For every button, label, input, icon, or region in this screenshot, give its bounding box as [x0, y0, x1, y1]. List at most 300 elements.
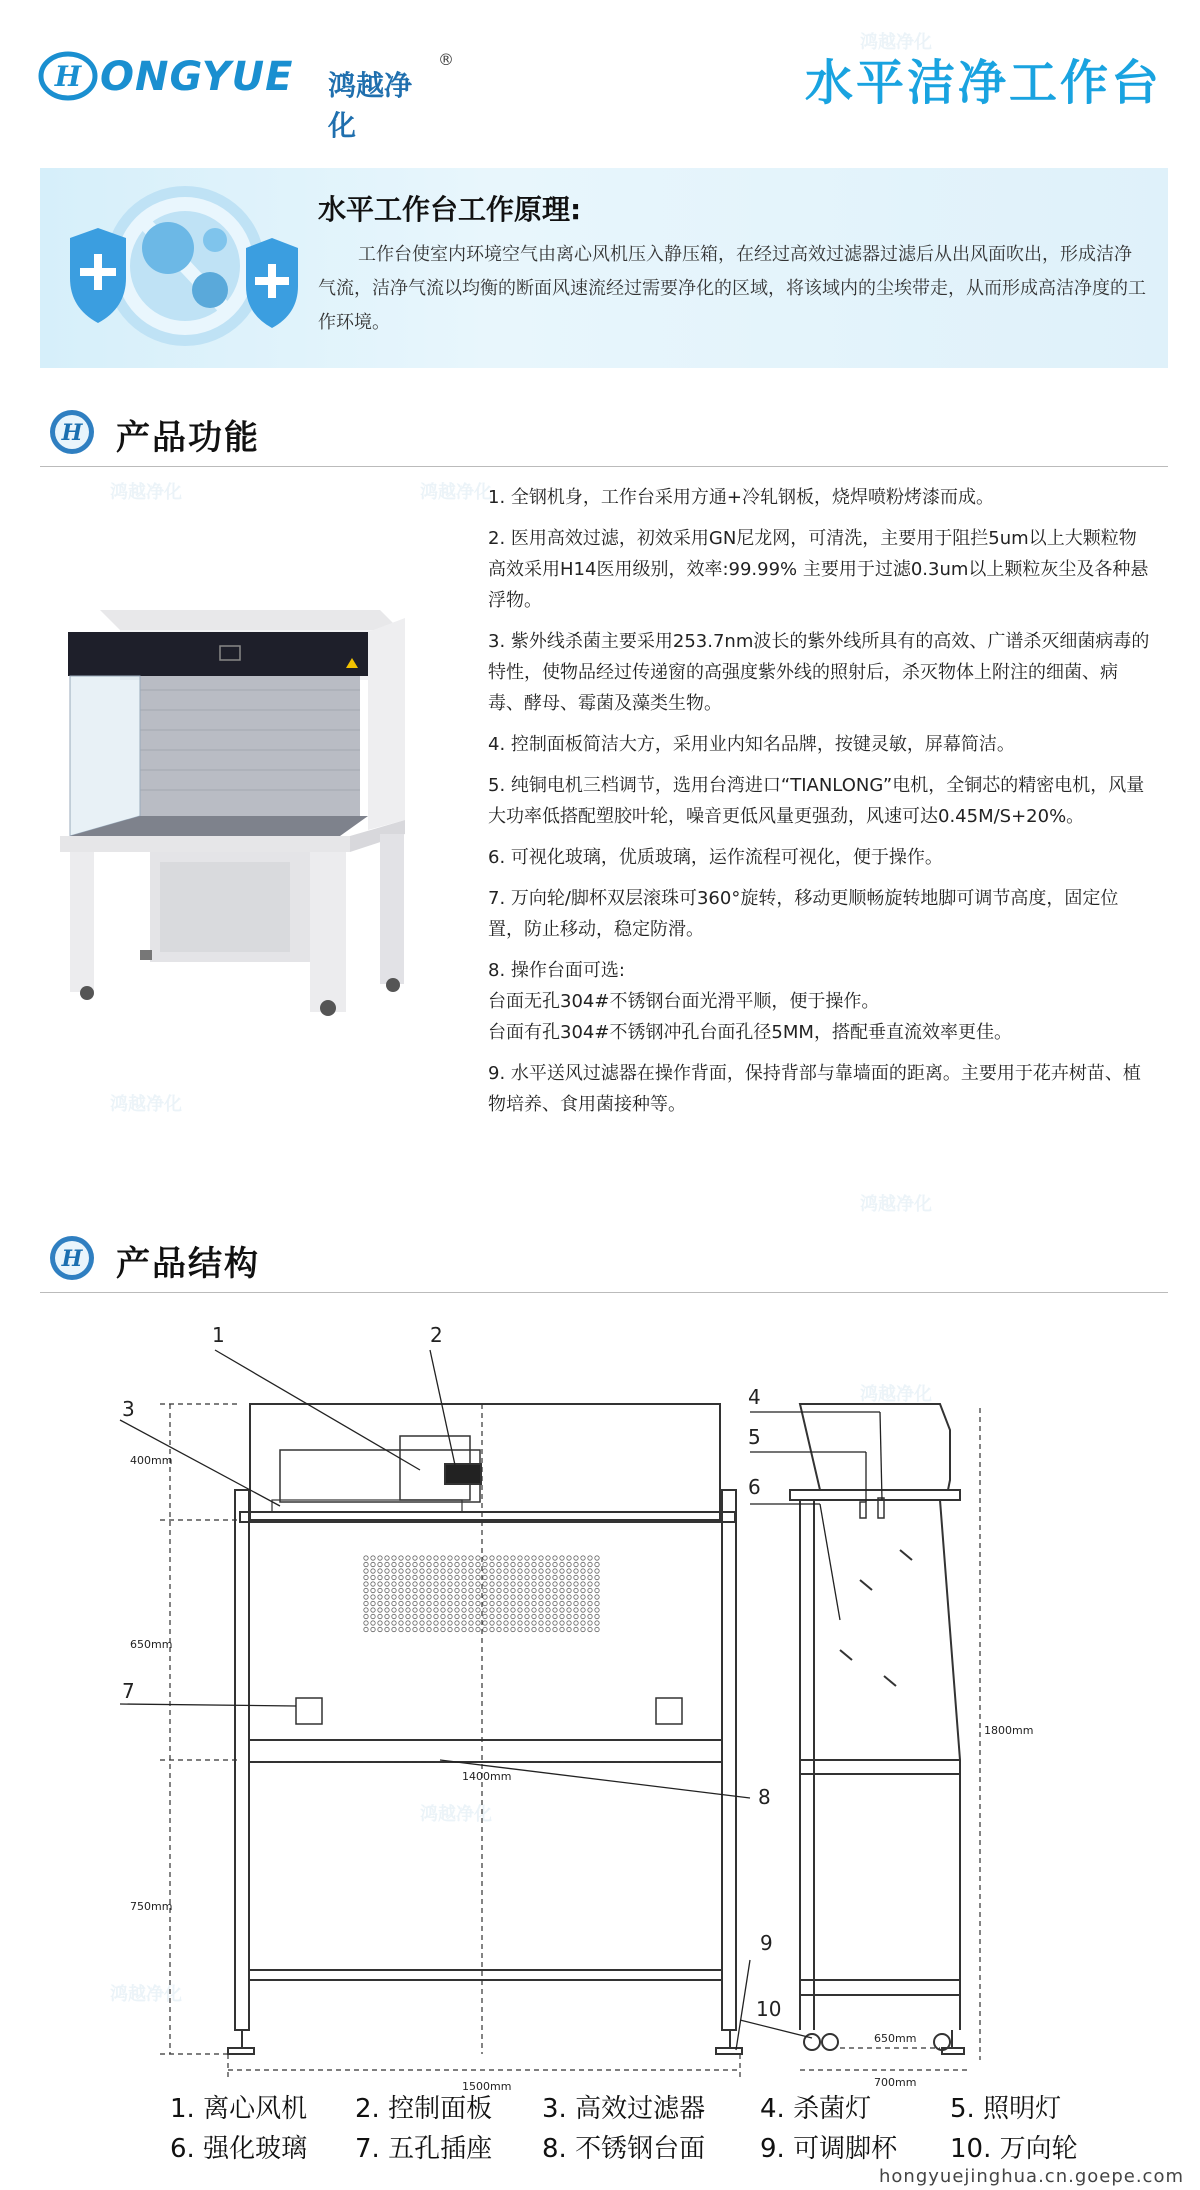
perforation-hole: [581, 1627, 585, 1631]
perforation-hole: [392, 1627, 396, 1631]
perforation-hole: [413, 1608, 417, 1612]
perforation-hole: [532, 1608, 536, 1612]
perforation-hole: [483, 1588, 487, 1592]
perforation-hole: [427, 1575, 431, 1579]
perforation-hole: [469, 1588, 473, 1592]
perforation-hole: [364, 1627, 368, 1631]
perforation-hole: [581, 1608, 585, 1612]
perforation-hole: [392, 1595, 396, 1599]
perforation-hole: [588, 1621, 592, 1625]
legend-item: 8. 不锈钢台面: [542, 2134, 706, 2164]
perforation-hole: [427, 1608, 431, 1612]
perforation-hole: [427, 1582, 431, 1586]
perforation-hole: [364, 1562, 368, 1566]
perforation-hole: [490, 1575, 494, 1579]
dim-1400: 1400mm: [462, 1770, 512, 1783]
perforation-hole: [490, 1621, 494, 1625]
perforation-hole: [567, 1621, 571, 1625]
perforation-hole: [567, 1588, 571, 1592]
perforation-hole: [490, 1582, 494, 1586]
perforation-hole: [560, 1601, 564, 1605]
perforation-hole: [476, 1627, 480, 1631]
perforation-hole: [378, 1575, 382, 1579]
perforation-hole: [497, 1582, 501, 1586]
perforation-hole: [539, 1621, 543, 1625]
features-section-header: [40, 396, 1168, 467]
callout-2: 2: [430, 1323, 443, 1347]
perforation-hole: [427, 1569, 431, 1573]
logo-wordmark: ONGYUE: [100, 54, 294, 100]
perforation-hole: [462, 1627, 466, 1631]
perforation-hole: [462, 1588, 466, 1592]
perforation-hole: [588, 1588, 592, 1592]
perforation-hole: [469, 1621, 473, 1625]
callout-4: 4: [748, 1385, 761, 1409]
perforation-hole: [364, 1608, 368, 1612]
perforation-hole: [455, 1595, 459, 1599]
perforation-hole: [476, 1556, 480, 1560]
perforation-hole: [497, 1562, 501, 1566]
perforation-hole: [511, 1569, 515, 1573]
perforation-hole: [378, 1608, 382, 1612]
perforation-hole: [518, 1569, 522, 1573]
perforation-hole: [434, 1582, 438, 1586]
perforation-hole: [462, 1569, 466, 1573]
dim-400: 400mm: [130, 1454, 173, 1467]
perforation-hole: [378, 1569, 382, 1573]
perforation-hole: [462, 1608, 466, 1612]
feature-item: 3. 紫外线杀菌主要采用253.7nm波长的紫外线所具有的高效、广谱杀灭细菌病毒的特性，使物品经过传递窗的高强度紫外线的照射后，杀灭物体上附注的细菌、病毒、酵母、霉菌及藻类生物。: [488, 631, 1150, 714]
perforation-hole: [511, 1627, 515, 1631]
dim-650-depth: 650mm: [874, 2032, 917, 2045]
perforation-hole: [434, 1627, 438, 1631]
perforation-hole: [490, 1556, 494, 1560]
watermark: 鸿越净化: [420, 1804, 492, 1825]
perforation-hole: [434, 1621, 438, 1625]
perforation-hole: [448, 1614, 452, 1618]
perforation-hole: [497, 1575, 501, 1579]
perforation-hole: [497, 1608, 501, 1612]
perforation-hole: [595, 1601, 599, 1605]
perforation-hole: [413, 1621, 417, 1625]
perforation-hole: [406, 1582, 410, 1586]
perforation-hole: [420, 1588, 424, 1592]
perforation-hole: [392, 1569, 396, 1573]
perforation-hole: [406, 1569, 410, 1573]
perforation-hole: [490, 1588, 494, 1592]
perforation-hole: [469, 1556, 473, 1560]
perforation-hole: [413, 1601, 417, 1605]
perforation-hole: [413, 1588, 417, 1592]
perforation-hole: [420, 1595, 424, 1599]
perforation-hole: [560, 1569, 564, 1573]
legend-item: 1. 离心风机: [170, 2094, 308, 2124]
perforation-hole: [511, 1621, 515, 1625]
perforation-hole: [448, 1575, 452, 1579]
perforation-hole: [483, 1575, 487, 1579]
perforation-hole: [469, 1608, 473, 1612]
perforation-hole: [539, 1562, 543, 1566]
perforation-hole: [378, 1582, 382, 1586]
perforation-hole: [518, 1601, 522, 1605]
perforation-hole: [378, 1601, 382, 1605]
perforation-hole: [371, 1588, 375, 1592]
perforation-hole: [455, 1627, 459, 1631]
perforation-hole: [371, 1582, 375, 1586]
perforation-hole: [427, 1562, 431, 1566]
perforation-hole: [525, 1627, 529, 1631]
perforation-hole: [532, 1595, 536, 1599]
perforation-hole: [574, 1621, 578, 1625]
perforation-hole: [511, 1556, 515, 1560]
perforation-hole: [567, 1601, 571, 1605]
perforation-hole: [385, 1595, 389, 1599]
perforation-hole: [546, 1575, 550, 1579]
perforation-hole: [364, 1582, 368, 1586]
perforation-hole: [371, 1614, 375, 1618]
perforation-hole: [595, 1569, 599, 1573]
perforation-hole: [560, 1588, 564, 1592]
workbench-product-image: [60, 590, 460, 1030]
legend-item: 7. 五孔插座: [355, 2134, 493, 2164]
perforation-hole: [399, 1556, 403, 1560]
perforation-hole: [469, 1627, 473, 1631]
features-list: [488, 482, 1153, 1130]
perforation-hole: [504, 1569, 508, 1573]
perforation-hole: [378, 1627, 382, 1631]
perforation-hole: [399, 1595, 403, 1599]
perforation-hole: [525, 1608, 529, 1612]
perforation-hole: [588, 1569, 592, 1573]
perforation-hole: [532, 1614, 536, 1618]
perforation-hole: [553, 1614, 557, 1618]
perforation-hole: [476, 1569, 480, 1573]
perforation-hole: [504, 1608, 508, 1612]
feature-item: 4. 控制面板简洁大方，采用业内知名品牌，按键灵敏，屏幕简洁。: [488, 734, 1015, 755]
perforation-hole: [539, 1588, 543, 1592]
perforation-hole: [581, 1588, 585, 1592]
perforation-hole: [546, 1621, 550, 1625]
perforation-hole: [427, 1614, 431, 1618]
perforation-hole: [525, 1569, 529, 1573]
perforation-hole: [581, 1595, 585, 1599]
perforation-hole: [553, 1595, 557, 1599]
perforation-hole: [518, 1614, 522, 1618]
perforation-hole: [413, 1556, 417, 1560]
perforation-hole: [553, 1569, 557, 1573]
perforation-hole: [413, 1562, 417, 1566]
perforation-hole: [560, 1556, 564, 1560]
perforation-hole: [385, 1556, 389, 1560]
perforation-hole: [385, 1582, 389, 1586]
perforation-hole: [581, 1621, 585, 1625]
perforation-hole: [560, 1608, 564, 1612]
perforation-hole: [525, 1556, 529, 1560]
perforation-hole: [406, 1595, 410, 1599]
perforation-hole: [567, 1627, 571, 1631]
perforation-hole: [595, 1595, 599, 1599]
perforation-hole: [427, 1556, 431, 1560]
perforation-hole: [497, 1569, 501, 1573]
perforation-hole: [525, 1562, 529, 1566]
perforation-hole: [476, 1601, 480, 1605]
perforation-hole: [553, 1588, 557, 1592]
perforation-hole: [448, 1595, 452, 1599]
perforation-hole: [448, 1556, 452, 1560]
perforation-hole: [392, 1614, 396, 1618]
perforation-hole: [553, 1601, 557, 1605]
perforation-hole: [560, 1627, 564, 1631]
perforation-hole: [581, 1601, 585, 1605]
perforation-hole: [406, 1575, 410, 1579]
perforation-hole: [483, 1569, 487, 1573]
perforation-hole: [427, 1588, 431, 1592]
perforation-hole: [525, 1575, 529, 1579]
perforation-hole: [385, 1575, 389, 1579]
perforation-hole: [476, 1614, 480, 1618]
perforation-hole: [490, 1614, 494, 1618]
perforation-hole: [392, 1621, 396, 1625]
perforation-hole: [497, 1627, 501, 1631]
perforation-hole: [532, 1588, 536, 1592]
perforation-hole: [399, 1621, 403, 1625]
perforation-hole: [546, 1614, 550, 1618]
perforation-hole: [560, 1562, 564, 1566]
callout-9: 9: [760, 1931, 773, 1955]
svg-text:H: H: [61, 1246, 83, 1272]
perforation-hole: [455, 1601, 459, 1605]
perforation-hole: [532, 1569, 536, 1573]
perforation-hole: [553, 1562, 557, 1566]
perforation-hole: [574, 1614, 578, 1618]
feature-item: 7. 万向轮/脚杯双层滚珠可360°旋转，移动更顺畅旋转地脚可调节高度，固定位置，防止移动，稳定防滑。: [488, 888, 1119, 940]
perforation-hole: [574, 1595, 578, 1599]
perforation-hole: [441, 1575, 445, 1579]
perforation-hole: [588, 1627, 592, 1631]
perforation-hole: [511, 1588, 515, 1592]
perforation-hole: [469, 1601, 473, 1605]
feature-item: 6. 可视化玻璃，优质玻璃，运作流程可视化，便于操作。: [488, 847, 943, 868]
perforation-hole: [581, 1556, 585, 1560]
perforation-hole: [546, 1562, 550, 1566]
brand-logo[interactable]: [38, 46, 454, 142]
perforation-hole: [588, 1614, 592, 1618]
footer-url[interactable]: hongyuejinghua.cn.goepe.com: [875, 2166, 1188, 2187]
perforation-hole: [504, 1556, 508, 1560]
perforation-hole: [553, 1556, 557, 1560]
perforation-hole: [413, 1569, 417, 1573]
perforation-hole: [546, 1569, 550, 1573]
legend-item: 5. 照明灯: [950, 2094, 1062, 2124]
perforation-hole: [588, 1595, 592, 1599]
perforation-hole: [434, 1569, 438, 1573]
perforation-hole: [378, 1588, 382, 1592]
perforation-hole: [462, 1582, 466, 1586]
perforation-hole: [420, 1556, 424, 1560]
perforation-hole: [441, 1582, 445, 1586]
legend-item: 9. 可调脚杯: [760, 2134, 898, 2164]
perforation-hole: [476, 1595, 480, 1599]
perforation-hole: [539, 1575, 543, 1579]
perforation-hole: [462, 1562, 466, 1566]
perforation-hole: [455, 1575, 459, 1579]
perforation-hole: [469, 1614, 473, 1618]
perforation-hole: [595, 1627, 599, 1631]
perforation-hole: [399, 1569, 403, 1573]
perforation-hole: [441, 1562, 445, 1566]
perforation-hole: [371, 1569, 375, 1573]
perforation-hole: [364, 1595, 368, 1599]
perforation-hole: [581, 1575, 585, 1579]
perforation-hole: [462, 1621, 466, 1625]
perforation-hole: [539, 1608, 543, 1612]
perforation-hole: [399, 1575, 403, 1579]
dim-1800: 1800mm: [984, 1724, 1034, 1737]
perforation-hole: [406, 1601, 410, 1605]
perforation-hole: [497, 1614, 501, 1618]
perforation-hole: [532, 1575, 536, 1579]
feature-item: 1. 全钢机身，工作台采用方通+冷轧钢板，烧焊喷粉烤漆而成。: [488, 487, 994, 508]
perforation-hole: [525, 1582, 529, 1586]
perforation-hole: [546, 1595, 550, 1599]
perforation-hole: [574, 1627, 578, 1631]
perforation-hole: [490, 1608, 494, 1612]
perforation-hole: [574, 1588, 578, 1592]
perforation-hole: [476, 1582, 480, 1586]
perforation-hole: [483, 1608, 487, 1612]
perforation-hole: [420, 1569, 424, 1573]
perforation-hole: [490, 1562, 494, 1566]
perforation-hole: [518, 1556, 522, 1560]
perforation-hole: [560, 1595, 564, 1599]
watermark: 鸿越净化: [110, 1984, 182, 2005]
brand-badge-icon: [48, 408, 96, 456]
perforation-hole: [434, 1595, 438, 1599]
perforation-hole: [455, 1621, 459, 1625]
legend-item: 4. 杀菌灯: [760, 2094, 872, 2124]
feature-item: 9. 水平送风过滤器在操作背面，保持背部与靠墙面的距离。主要用于花卉树苗、植物培养、食用菌接种等。: [488, 1063, 1141, 1115]
perforation-hole: [595, 1621, 599, 1625]
perforation-hole: [546, 1601, 550, 1605]
principle-banner: [40, 168, 1168, 368]
perforation-hole: [364, 1556, 368, 1560]
dim-750: 750mm: [130, 1900, 173, 1913]
perforation-hole: [532, 1582, 536, 1586]
perforation-hole: [399, 1608, 403, 1612]
perforation-hole: [546, 1627, 550, 1631]
features-heading: 产品功能: [116, 418, 260, 458]
principle-title: 水平工作台工作原理:: [318, 193, 582, 226]
perforation-hole: [385, 1627, 389, 1631]
legend-item: 6. 强化玻璃: [170, 2134, 308, 2164]
dim-700-depth: 700mm: [874, 2076, 917, 2089]
perforation-hole: [490, 1601, 494, 1605]
perforation-hole: [420, 1575, 424, 1579]
perforation-hole: [476, 1562, 480, 1566]
structure-section-header: [40, 1222, 1168, 1293]
perforation-hole: [567, 1562, 571, 1566]
perforation-hole: [567, 1595, 571, 1599]
perforation-hole: [525, 1614, 529, 1618]
perforation-hole: [567, 1582, 571, 1586]
callout-3: 3: [122, 1397, 135, 1421]
perforation-hole: [434, 1608, 438, 1612]
perforation-hole: [448, 1569, 452, 1573]
perforation-hole: [490, 1627, 494, 1631]
callout-5: 5: [748, 1425, 761, 1449]
perforation-hole: [392, 1608, 396, 1612]
perforation-hole: [399, 1582, 403, 1586]
perforation-hole: [490, 1569, 494, 1573]
perforation-hole: [441, 1608, 445, 1612]
perforation-hole: [581, 1582, 585, 1586]
callout-10: 10: [756, 1997, 782, 2021]
perforation-hole: [574, 1569, 578, 1573]
perforation-hole: [378, 1556, 382, 1560]
perforation-hole: [504, 1601, 508, 1605]
perforation-hole: [364, 1575, 368, 1579]
perforation-hole: [420, 1608, 424, 1612]
perforation-hole: [553, 1582, 557, 1586]
perforation-hole: [504, 1588, 508, 1592]
perforation-hole: [371, 1556, 375, 1560]
watermark: 鸿越净化: [860, 32, 932, 53]
perforation-hole: [455, 1582, 459, 1586]
perforation-hole: [539, 1569, 543, 1573]
perforation-hole: [525, 1588, 529, 1592]
callout-6: 6: [748, 1475, 761, 1499]
perforation-hole: [560, 1614, 564, 1618]
perforation-hole: [420, 1562, 424, 1566]
parts-legend: [150, 2088, 1110, 2168]
virus-shield-illustration-icon: [50, 178, 320, 358]
perforation-hole: [518, 1582, 522, 1586]
perforation-hole: [385, 1588, 389, 1592]
perforation-hole: [497, 1556, 501, 1560]
perforation-hole: [399, 1614, 403, 1618]
perforation-hole: [420, 1614, 424, 1618]
perforation-hole: [539, 1556, 543, 1560]
perforation-hole: [392, 1601, 396, 1605]
perforation-hole: [476, 1621, 480, 1625]
perforation-hole: [476, 1588, 480, 1592]
perforation-hole: [504, 1575, 508, 1579]
legend-item: 3. 高效过滤器: [542, 2094, 706, 2124]
perforation-hole: [385, 1621, 389, 1625]
perforation-hole: [511, 1595, 515, 1599]
perforation-hole: [378, 1562, 382, 1566]
perforation-hole: [497, 1588, 501, 1592]
perforation-hole: [567, 1575, 571, 1579]
perforation-hole: [371, 1621, 375, 1625]
perforation-hole: [532, 1562, 536, 1566]
perforation-hole: [532, 1556, 536, 1560]
perforation-hole: [588, 1575, 592, 1579]
perforation-hole: [483, 1627, 487, 1631]
perforation-hole: [448, 1621, 452, 1625]
legend-row: [150, 2088, 1110, 2128]
perforation-hole: [455, 1562, 459, 1566]
perforation-hole: [371, 1562, 375, 1566]
perforation-hole: [588, 1608, 592, 1612]
perforation-hole: [567, 1569, 571, 1573]
perforation-hole: [581, 1614, 585, 1618]
perforation-hole: [574, 1556, 578, 1560]
perforation-hole: [567, 1608, 571, 1612]
perforation-hole: [560, 1582, 564, 1586]
watermark: 鸿越净化: [860, 1194, 932, 1215]
callout-1: 1: [212, 1323, 225, 1347]
